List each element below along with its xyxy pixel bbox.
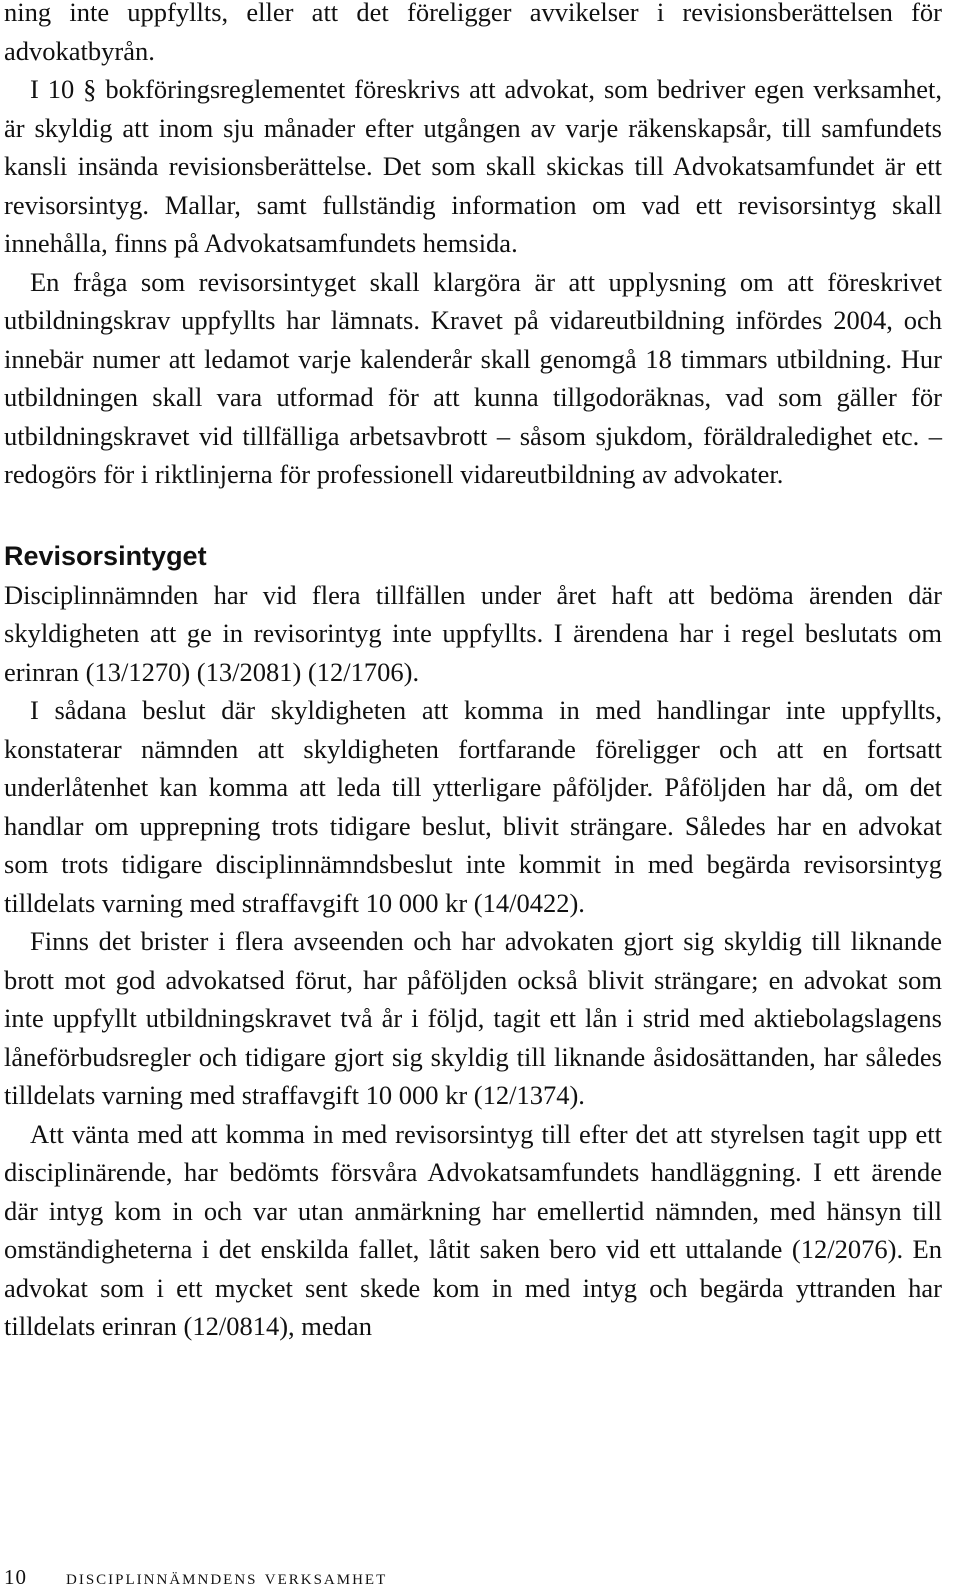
body-paragraph: I sådana beslut där skyldigheten att komma in med handlingar inte uppfyllts, konstaterar nämnden att skyldigheten fortfarande föreligger och att en fortsatt underlåtenhet kan komma att leda till ytterligare påföljder. Påföljden har då, om det handlar om upprepning trots tidigare beslut, blivit strängare. Således har en advokat som trots tidigare disciplinnämndsbeslut inte kommit in med begärda revisorsintyg tilldelats varning med straffavgift 10 000 kr (14/0422). [4, 695, 942, 918]
section-heading: Revisorsintyget [4, 540, 207, 571]
body-paragraph: En fråga som revisorsintyget skall klargöra är att upplysning om att föreskrivet utbildningskrav uppfyllts har lämnats. Kravet på vidareutbildning infördes 2004, och innebär numer att ledamot varje kalenderår skall genomgå 18 timmars utbildning. Hur utbildningen skall vara utformad för att kunna tillgodoräknas, vad som gäller för utbildningskravet vid tillfälliga arbetsavbrott – såsom sjukdom, föräldraledighet etc. – redogörs för i riktlinjerna för professionell vidareutbildning av advokater. [4, 266, 942, 489]
body-paragraph: Disciplinnämnden har vid flera tillfällen under året haft att bedöma ärenden där skyldigheten att ge in revisorintyg inte uppfyllts. I ärendena har i regel beslutats om erinran (13/1270) (13/2081) (12/1706). [4, 579, 942, 687]
body-paragraph: I 10 § bokföringsreglementet föreskrivs att advokat, som bedriver egen verksamhet, är skyldig att inom sju månader efter utgången av varje räkenskapsår, till samfundets kansli insända revisionsberättelse. Det som skall skickas till Advokatsamfundet är ett revisorsintyg. Mallar, samt fullständig information om vad ett revisorsintyg skall innehålla, finns på Advokatsamfundets hemsida. [4, 74, 942, 258]
running-title: disciplinnämndens verksamhet [66, 1565, 388, 1589]
body-paragraph: Finns det brister i flera avseenden och har advokaten gjort sig skyldig till liknande brott mot god advokatsed förut, har påföljden också blivit strängare; en advokat som inte uppfyllt utbildningskravet två år i följd, tagit ett lån i strid med aktiebolagslagens låneförbudsregler och tidigare gjort sig skyldig till liknande åsidosättanden, har således tilldelats varning med straffavgift 10 000 kr (12/1374). [4, 926, 942, 1110]
page-body [4, 0, 942, 1346]
page-number: 10 [4, 1565, 27, 1589]
body-paragraph: ning inte uppfyllts, eller att det föreligger avvikelser i revisionsberättelsen för advokatbyrån. [4, 0, 942, 66]
page-footer [4, 1562, 387, 1592]
body-paragraph: Att vänta med att komma in med revisorsintyg till efter det att styrelsen tagit upp ett disciplinärende, har bedömts försvåra Advokatsamfundets handläggning. I ett ärende där intyg kom in och var utan anmärkning har emellertid nämnden, med hänsyn till omständigheterna i det enskilda fallet, låtit saken bero vid ett uttalande (12/2076). En advokat som i ett mycket sent skede kom in med intyg och begärda yttranden har tilldelats erinran (12/0814), medan [4, 1118, 942, 1341]
